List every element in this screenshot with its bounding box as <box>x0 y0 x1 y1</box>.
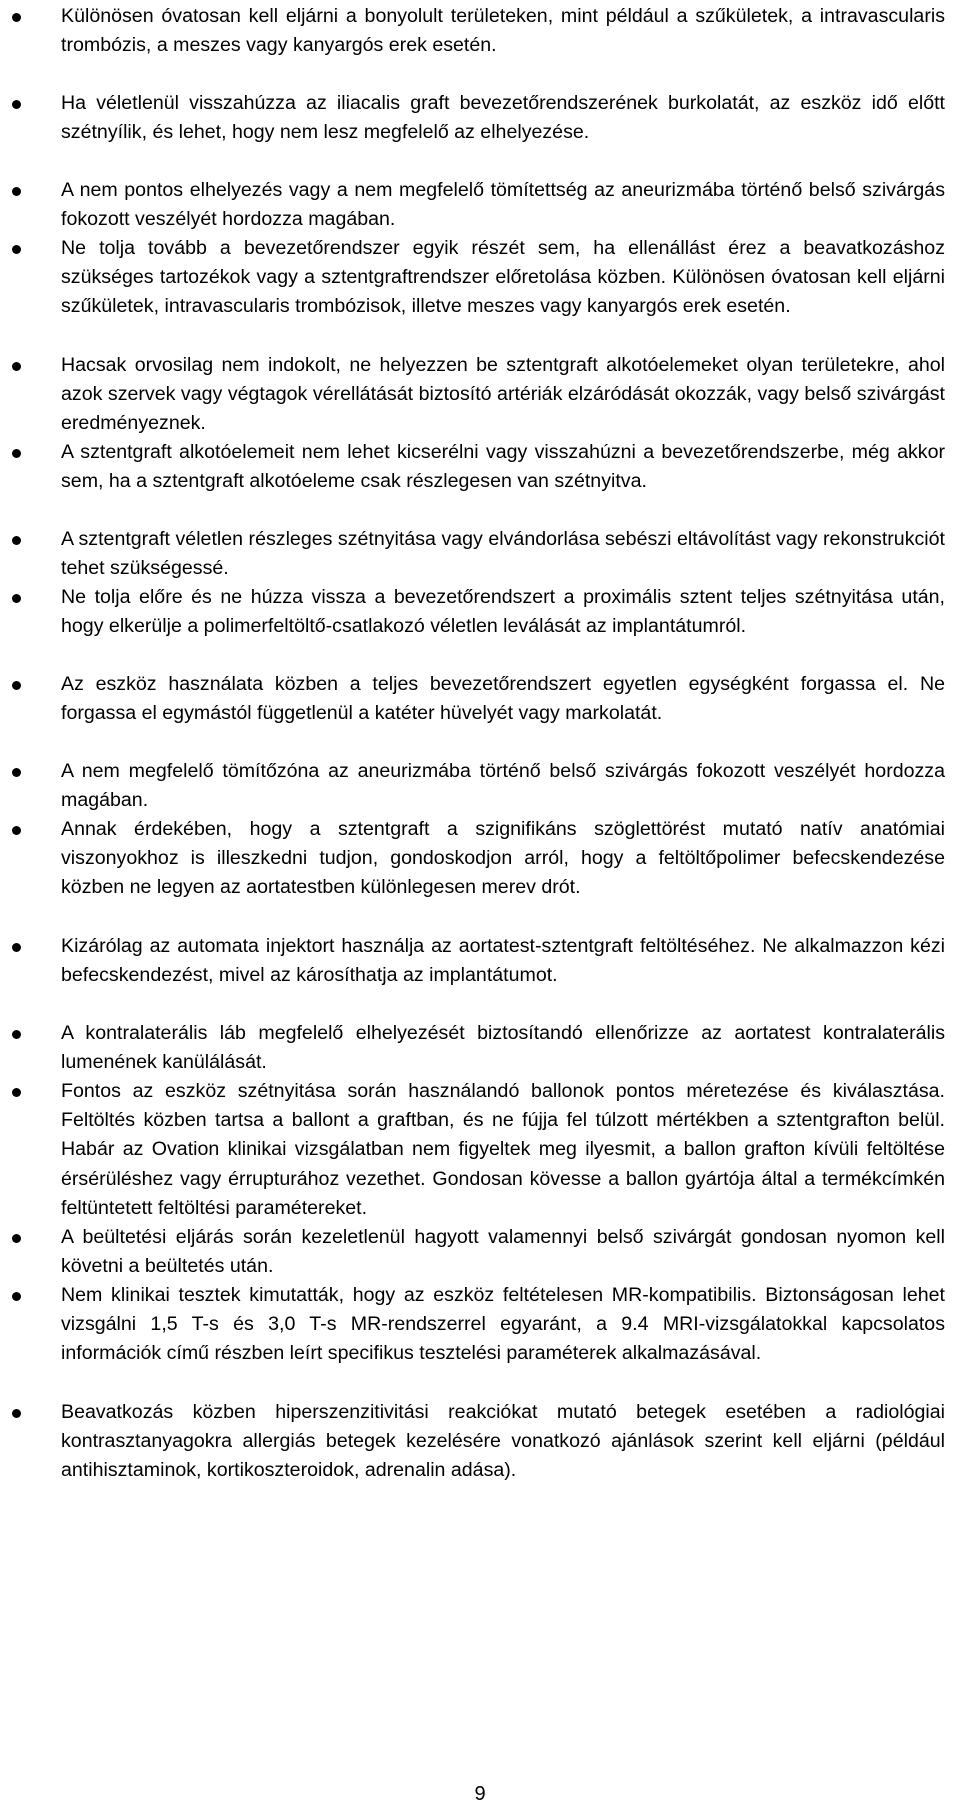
bullet-icon <box>12 536 21 545</box>
bullet-text: A nem megfelelő tömítőzóna az aneurizmába történő belső szivárgás fokozott veszélyét hordozza magában. <box>61 760 945 812</box>
bullet-icon <box>12 13 21 22</box>
page-number: 9 <box>474 1783 486 1805</box>
bullet-icon <box>12 1292 21 1301</box>
bullet-text: Különösen óvatosan kell eljárni a bonyolult területeken, mint például a szűkületek, a intravascularis trombózis, a meszes vagy kanyargós erek esetén. <box>61 5 945 57</box>
bullet-icon <box>12 449 21 458</box>
bullet-icon <box>12 187 21 196</box>
bullet-text: Nem klinikai tesztek kimutatták, hogy az eszköz feltételesen MR-kompatibilis. Biztonságosan lehet vizsgálni 1,5 T-s és 3,0 T-s MR-rendszerrel egyaránt, a 9.4 MRI-vizsgálatokkal kapcsolatos információk című részben leírt specifikus tesztelési paraméterek alkalmazásával. <box>61 1284 945 1365</box>
bullet-icon <box>12 1088 21 1097</box>
bullet-icon <box>12 1234 21 1243</box>
bullet-text: A beültetési eljárás során kezeletlenül hagyott valamennyi belső szivárgát gondosan nyomon kell követni a beültetés után. <box>61 1226 945 1278</box>
bullet-text: A sztentgraft véletlen részleges szétnyitása vagy elvándorlása sebészi eltávolítást vagy rekonstrukciót tehet szükségessé. <box>61 528 945 580</box>
bullet-icon <box>12 768 21 777</box>
bullet-icon <box>12 100 21 109</box>
bullet-text: Kizárólag az automata injektort használja az aortatest-sztentgraft feltöltéséhez. Ne alkalmazzon kézi befecskendezést, mivel az károsíthatja az implantátumot. <box>61 935 945 987</box>
bullet-icon <box>12 681 21 690</box>
bullet-text: A kontralaterális láb megfelelő elhelyezését biztosítandó ellenőrizze az aortatest kontralaterális lumenének kanülálását. <box>61 1022 945 1074</box>
bullet-text: Ha véletlenül visszahúzza az iliacalis graft bevezetőrendszerének burkolatát, az eszköz idő előtt szétnyílik, és lehet, hogy nem lesz megfelelő az elhelyezése. <box>61 92 945 144</box>
bullet-text: Fontos az eszköz szétnyitása során használandó ballonok pontos méretezése és kiválasztása. Feltöltés közben tartsa a ballont a graftban, és ne fújja fel túlzott mértékben a sztentgrafton belül. Habár az Ovation klinikai vizsgálatban nem figyeltek meg ilyesmit, a ballon grafton kívüli feltöltése érsérüléshez vagy érrupturához vezethet. Gondosan kövesse a ballon gyártója által a termékcímkén feltüntetett feltöltési paramétereket. <box>61 1080 945 1219</box>
bullet-icon <box>12 1409 21 1418</box>
bullet-text: A nem pontos elhelyezés vagy a nem megfelelő tömítettség az aneurizmába történő belső szivárgás fokozott veszélyét hordozza magában. <box>61 179 945 231</box>
bullet-icon <box>12 943 21 952</box>
bullet-text: Ne tolja tovább a bevezetőrendszer egyik részét sem, ha ellenállást érez a beavatkozáshoz szükséges tartozékok vagy a sztentgraftrendszer előretolása közben. Különösen óvatosan kell eljárni szűkületek, intravascularis trombózisok, illetve meszes vagy kanyargós erek esetén. <box>61 237 945 318</box>
bullet-text: Ne tolja előre és ne húzza vissza a bevezetőrendszert a proximális sztent teljes szétnyitása után, hogy elkerülje a polimerfeltöltő-csatlakozó véletlen leválását az implantátumról. <box>61 586 945 638</box>
bullet-icon <box>12 245 21 254</box>
bullet-text: A sztentgraft alkotóelemeit nem lehet kicserélni vagy visszahúzni a bevezetőrendszerbe, még akkor sem, ha a sztentgraft alkotóeleme csak részlegesen van szétnyitva. <box>61 441 945 493</box>
bullet-icon <box>12 826 21 835</box>
bullet-icon <box>12 1030 21 1039</box>
bullet-icon <box>12 594 21 603</box>
bullet-icon <box>12 362 21 371</box>
bullet-text: Hacsak orvosilag nem indokolt, ne helyezzen be sztentgraft alkotóelemeket olyan területekre, ahol azok szervek vagy végtagok vérellátását biztosító artériák elzáródását okozzák, vagy belső szivárgást eredményeznek. <box>61 354 945 435</box>
bullet-text: Annak érdekében, hogy a sztentgraft a szignifikáns szöglettörést mutató natív anatómiai viszonyokhoz is illeszkedni tudjon, gondoskodjon arról, hogy a feltöltőpolimer befecskendezése közben ne legyen az aortatestben különlegesen merev drót. <box>61 818 945 899</box>
bullet-text: Beavatkozás közben hiperszenzitivitási reakciókat mutató betegek esetében a radiológiai kontrasztanyagokra allergiás betegek kezelésére vonatkozó ajánlások szerint kell eljárni (például antihisztaminok, kortikoszteroidok, adrenalin adása). <box>61 1401 945 1482</box>
bullet-text: Az eszköz használata közben a teljes bevezetőrendszert egyetlen egységként forgassa el. Ne forgassa el egymástól függetlenül a katéter hüvelyét vagy markolatát. <box>61 673 945 725</box>
